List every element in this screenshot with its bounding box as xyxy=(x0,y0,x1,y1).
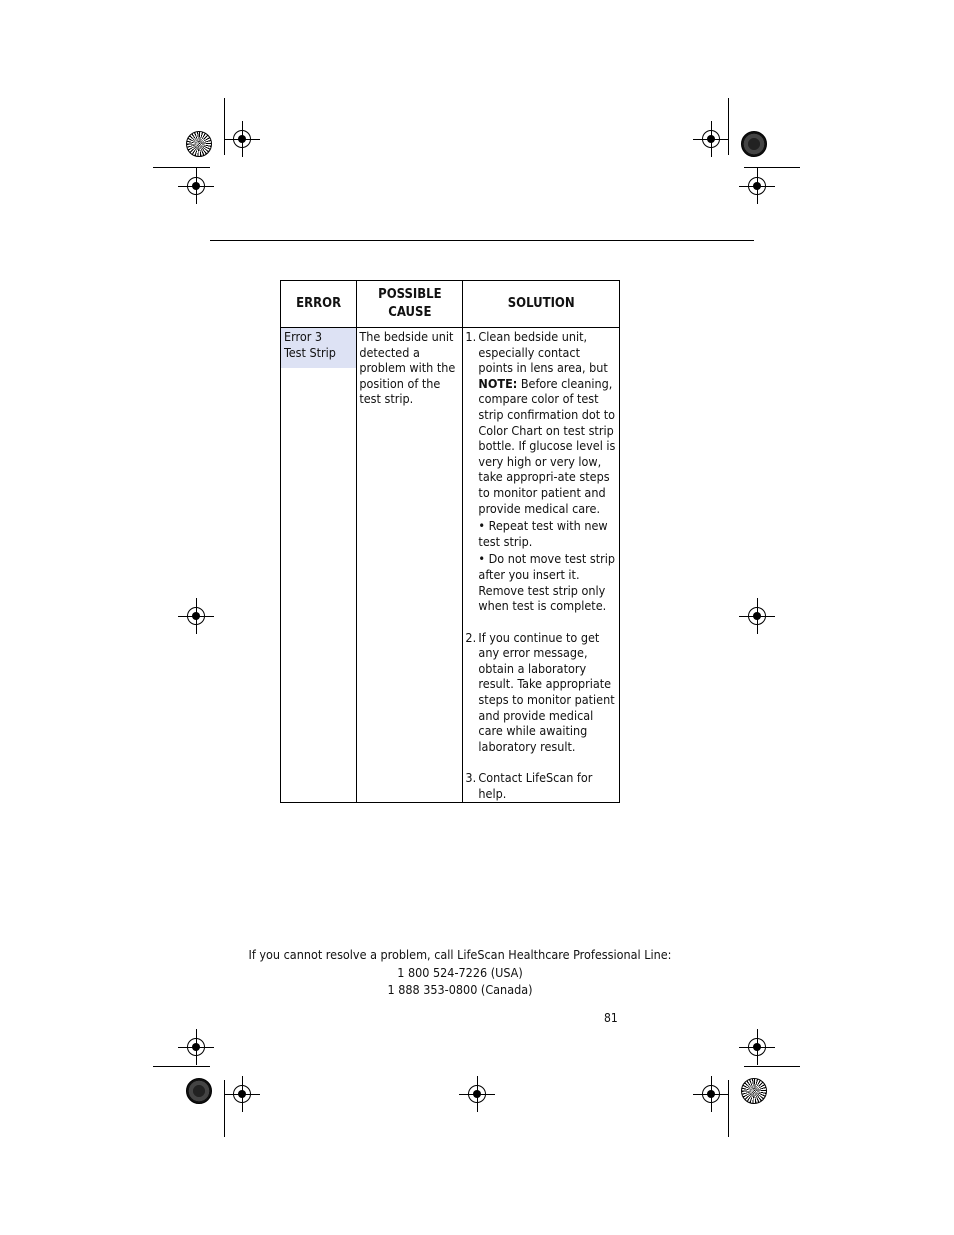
solution-step-2 xyxy=(465,630,616,755)
header-possible-line2: CAUSE xyxy=(388,305,432,320)
table-header-row xyxy=(281,281,620,328)
table-row xyxy=(281,328,620,803)
registration-mark-icon xyxy=(748,607,766,625)
column-header-solution: SOLUTION xyxy=(463,281,620,328)
starburst-mark-icon xyxy=(186,1078,212,1104)
registration-mark-icon xyxy=(233,130,251,148)
crop-line xyxy=(744,1066,800,1067)
step-number: 2. xyxy=(465,629,477,645)
registration-mark-icon xyxy=(233,1085,251,1103)
note-text: Before cleaning, compare color of test strip confirmation dot to Color Chart on test strip bottle. If glucose level is very high or very low, take appropri-ate steps to monitor patient and provide medical care. xyxy=(478,375,616,516)
header-possible-line1: POSSIBLE xyxy=(378,287,442,302)
error-name: Test Strip xyxy=(284,344,336,360)
step-text: Contact LifeScan for help. xyxy=(478,770,593,802)
bullet-item: • Repeat test with new test strip. xyxy=(478,518,608,549)
starburst-mark-icon xyxy=(186,131,212,157)
page-number: 81 xyxy=(604,1011,618,1025)
registration-mark-icon xyxy=(187,1038,205,1056)
error-code: Error 3 xyxy=(284,329,323,344)
registration-mark-icon xyxy=(748,1038,766,1056)
crop-line xyxy=(728,98,729,155)
column-header-possible-cause xyxy=(357,281,463,328)
note-label: NOTE: xyxy=(478,375,518,391)
step-text: Clean bedside unit, especially contact points in lens area, but xyxy=(478,329,608,376)
solution-cell xyxy=(463,328,620,803)
step-text: If you continue to get any error message, obtain a laboratory result. Take appropriate steps to monitor patient and provide medical care while awaiting laboratory result. xyxy=(478,629,615,754)
registration-mark-icon xyxy=(468,1085,486,1103)
error-table xyxy=(280,280,620,803)
error-cell xyxy=(281,328,357,803)
help-line-footer xyxy=(180,946,740,999)
crop-line xyxy=(744,167,800,168)
solution-step-3 xyxy=(465,770,616,801)
phone-canada: 1 888 353-0800 (Canada) xyxy=(387,982,533,997)
cause-cell xyxy=(357,328,463,803)
registration-mark-icon xyxy=(702,130,720,148)
help-line-text: If you cannot resolve a problem, call LifeScan Healthcare Professional Line: xyxy=(248,947,672,962)
starburst-mark-icon xyxy=(741,1078,767,1104)
solution-step-1 xyxy=(465,329,616,614)
step-number: 1. xyxy=(465,329,477,344)
registration-mark-icon xyxy=(702,1085,720,1103)
registration-mark-icon xyxy=(187,607,205,625)
cause-text: The bedside unit detected a problem with the position of the test strip. xyxy=(359,329,456,407)
header-rule xyxy=(210,240,754,241)
crop-line xyxy=(224,1080,225,1137)
starburst-mark-icon xyxy=(741,131,767,157)
error-label xyxy=(281,328,356,368)
crop-line xyxy=(728,1080,729,1137)
bullet-item: • Do not move test strip after you insert it. Remove test strip only when test is complete. xyxy=(478,551,616,614)
step-number: 3. xyxy=(465,770,477,786)
registration-mark-icon xyxy=(748,177,766,195)
crop-line xyxy=(224,98,225,155)
solution-list xyxy=(463,328,619,802)
crop-line xyxy=(153,1066,210,1067)
crop-line xyxy=(153,167,210,168)
registration-mark-icon xyxy=(187,177,205,195)
phone-usa: 1 800 524-7226 (USA) xyxy=(397,964,523,980)
column-header-error: ERROR xyxy=(281,281,357,328)
